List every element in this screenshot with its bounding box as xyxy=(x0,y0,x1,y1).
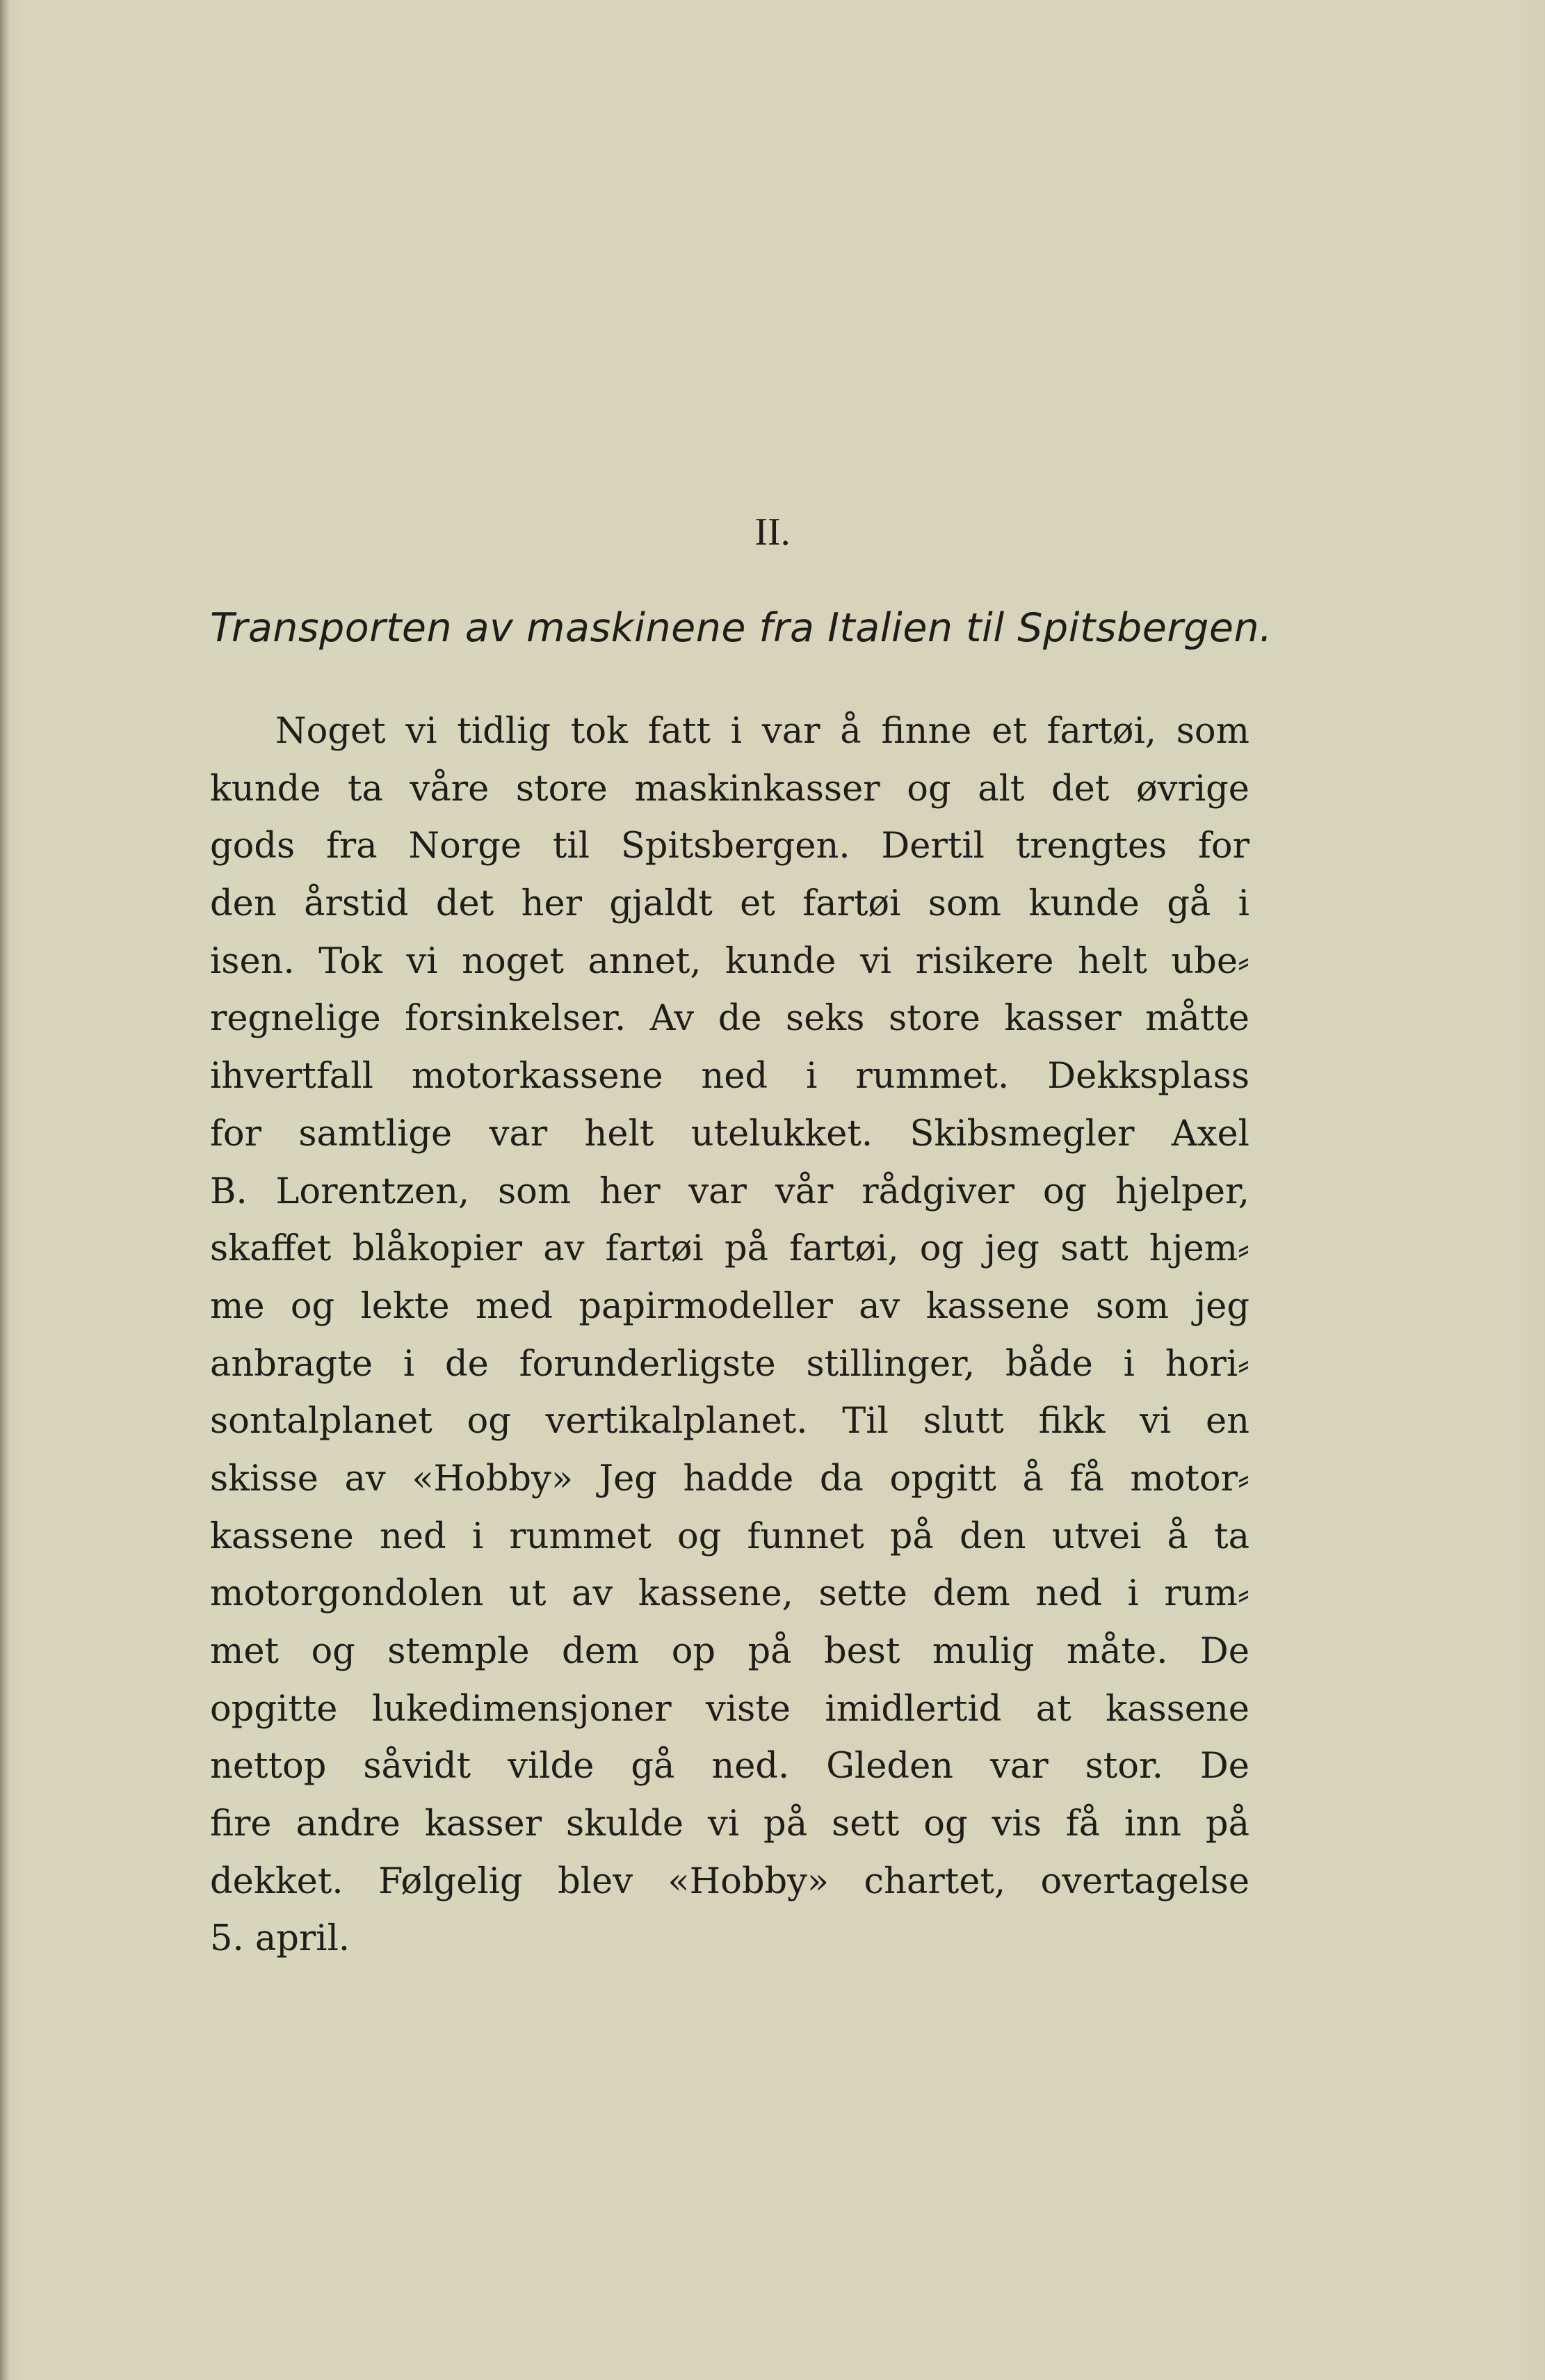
text-line: 5. april. xyxy=(210,1918,350,1960)
body-paragraph xyxy=(210,703,1249,1968)
text-line: anbragte i de forunderligste stillinger, både i hori⸗ xyxy=(210,1343,1249,1385)
chapter-number-text: II. xyxy=(754,510,791,554)
text-line: fire andre kasser skulde vi på sett og vis få inn på xyxy=(210,1803,1249,1845)
text-line: me og lekte med papirmodeller av kassene som jeg xyxy=(210,1285,1249,1327)
chapter-title: Transporten av maskinene fra Italien til Spitsbergen. xyxy=(210,605,1272,651)
text-line: regnelige forsinkelser. Av de seks store kasser måtte xyxy=(210,998,1249,1040)
text-line: dekket. Følgelig blev «Hobby» chartet, overtagelse xyxy=(210,1860,1249,1902)
text-line: B. Lorentzen, som her var vår rådgiver og hjelper, xyxy=(210,1171,1249,1212)
text-line: Noget vi tidlig tok fatt i var å finne et fartøi, som xyxy=(275,711,1249,752)
text-line: skaffet blåkopier av fartøi på fartøi, og jeg satt hjem⸗ xyxy=(210,1228,1249,1270)
text-line: skisse av «Hobby» Jeg hadde da opgitt å få motor⸗ xyxy=(210,1458,1249,1499)
text-line: motorgondolen ut av kassene, sette dem ned i rum⸗ xyxy=(210,1573,1249,1615)
page-edge xyxy=(0,0,10,2380)
text-line: kunde ta våre store maskinkasser og alt det øvrige xyxy=(210,768,1249,810)
text-line: ihvertfall motorkassene ned i rummet. Dekksplass xyxy=(210,1056,1249,1097)
text-line: sontalplanet og vertikalplanet. Til slutt fikk vi en xyxy=(210,1401,1249,1442)
text-line: isen. Tok vi noget annet, kunde vi risikere helt ube⸗ xyxy=(210,940,1249,982)
text-line: nettop såvidt vilde gå ned. Gleden var stor. De xyxy=(210,1746,1249,1787)
text-line: gods fra Norge til Spitsbergen. Dertil trengtes for xyxy=(210,826,1249,867)
text-line: opgitte lukedimensjoner viste imidlertid at kassene xyxy=(210,1688,1249,1730)
chapter-number xyxy=(0,508,1545,556)
text-line: kassene ned i rummet og funnet på den utvei å ta xyxy=(210,1515,1249,1557)
text-line: for samtlige var helt utelukket. Skibsmegler Axel xyxy=(210,1113,1249,1155)
text-line: den årstid det her gjaldt et fartøi som kunde gå i xyxy=(210,883,1249,925)
text-line: met og stemple dem op på best mulig måte. De xyxy=(210,1631,1249,1672)
